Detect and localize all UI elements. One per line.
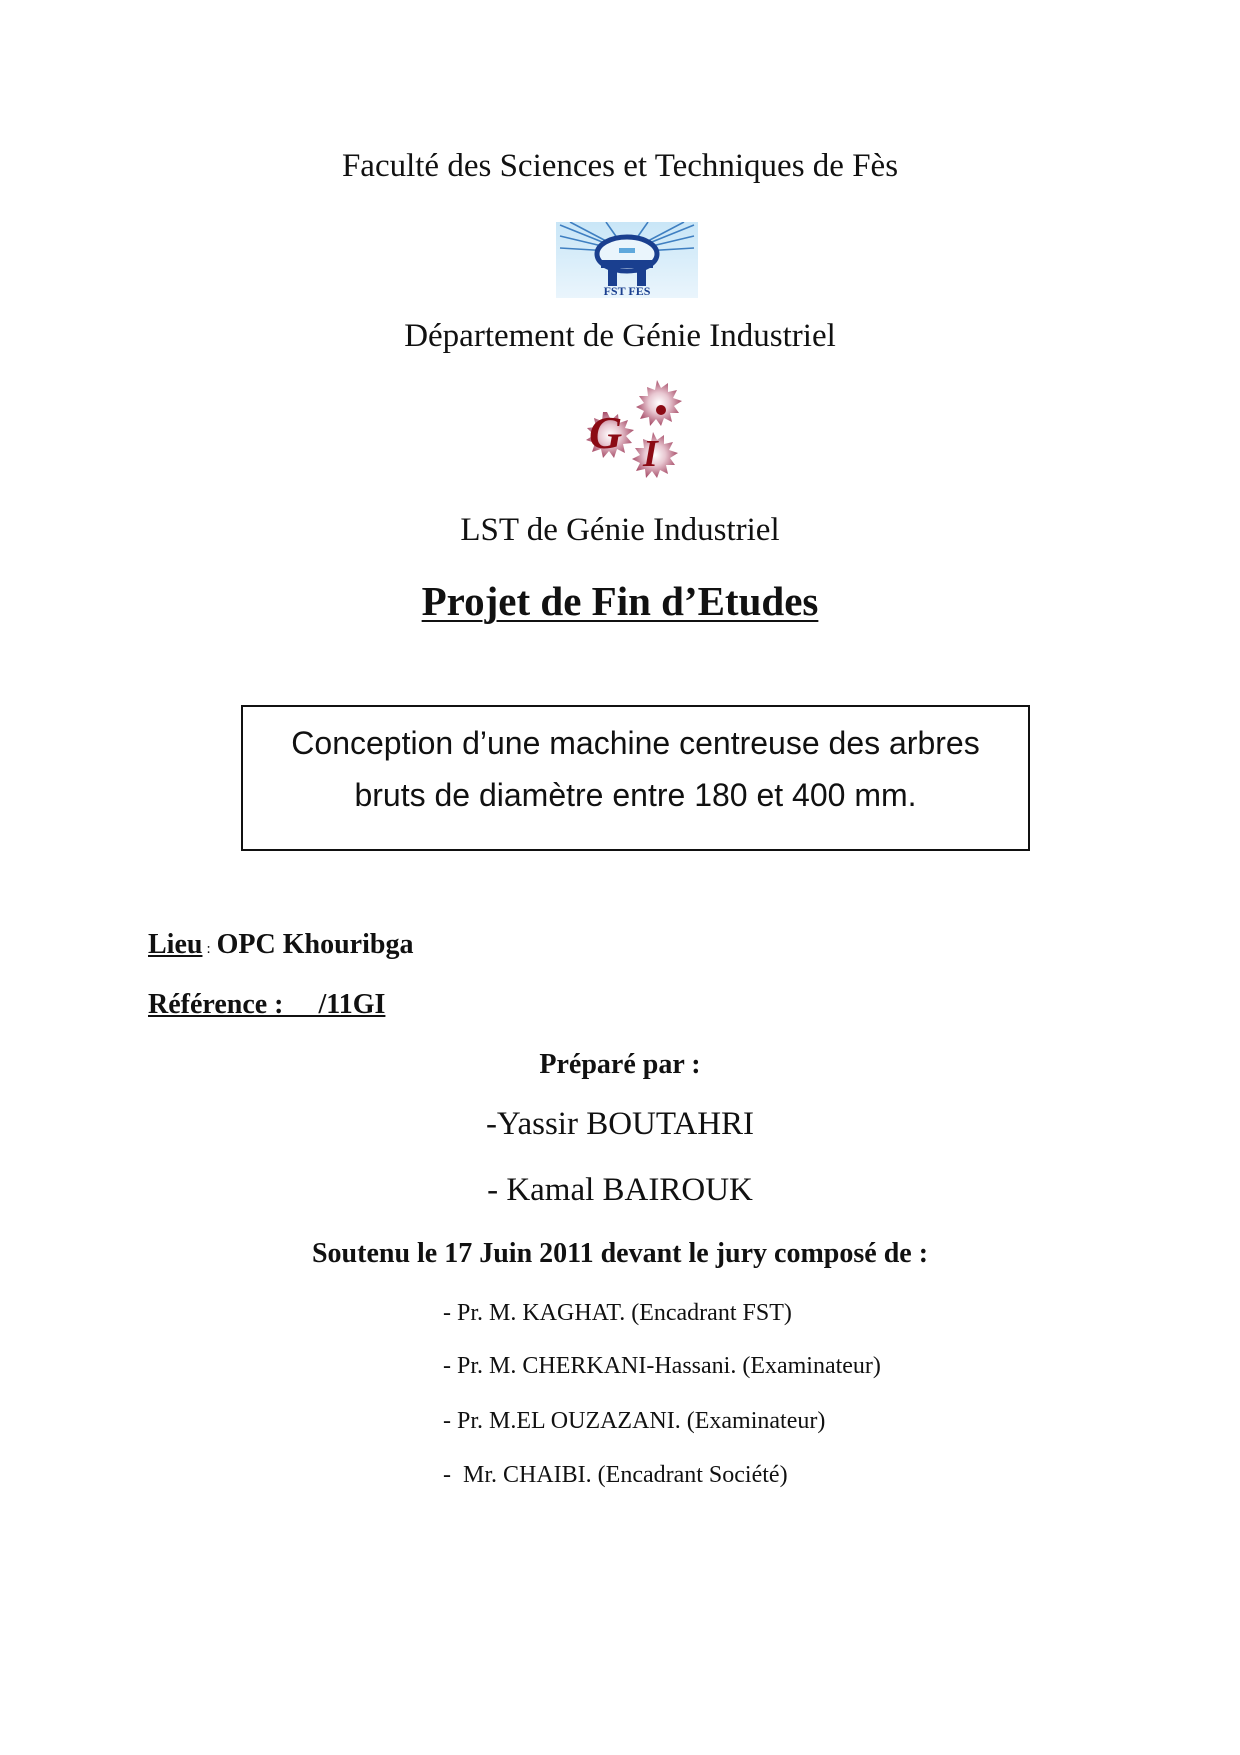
fst-logo-text: FST FES bbox=[603, 284, 651, 298]
gi-logo bbox=[565, 380, 710, 488]
gi-logo-letter-i: I bbox=[643, 433, 658, 475]
fst-fes-logo bbox=[556, 222, 698, 298]
place-line bbox=[148, 929, 413, 961]
jury-member: - Mr. CHAIBI. (Encadrant Société) bbox=[443, 1462, 788, 1488]
jury-member: - Pr. M. CHERKANI-Hassani. (Examinateur) bbox=[443, 1353, 881, 1379]
subject-line-2: bruts de diamètre entre 180 et 400 mm. bbox=[354, 777, 917, 813]
jury-member: - Pr. M. KAGHAT. (Encadrant FST) bbox=[443, 1300, 792, 1326]
subject-line-1: Conception d’une machine centreuse des arbres bbox=[291, 725, 980, 761]
subject-box bbox=[241, 705, 1030, 851]
gi-logo-letter-g: G bbox=[589, 407, 623, 458]
place-label: Lieu bbox=[148, 929, 203, 960]
jury-member: - Pr. M.EL OUZAZANI. (Examinateur) bbox=[443, 1408, 826, 1434]
program-name: LST de Génie Industriel bbox=[460, 512, 780, 548]
place-value: OPC Khouribga bbox=[216, 929, 414, 960]
place-separator: : bbox=[206, 941, 211, 957]
project-type-title: Projet de Fin d’Etudes bbox=[421, 578, 819, 624]
faculty-name: Faculté des Sciences et Techniques de Fès bbox=[341, 148, 899, 184]
author-name: -Yassir BOUTAHRI bbox=[485, 1106, 755, 1142]
author-name: - Kamal BAIROUK bbox=[487, 1172, 753, 1208]
defense-statement: Soutenu le 17 Juin 2011 devant le jury composé de : bbox=[311, 1238, 929, 1269]
reference-line: Référence : /11GI bbox=[148, 989, 386, 1020]
department-name: Département de Génie Industriel bbox=[404, 318, 836, 354]
prepared-by-heading: Préparé par : bbox=[539, 1049, 701, 1080]
